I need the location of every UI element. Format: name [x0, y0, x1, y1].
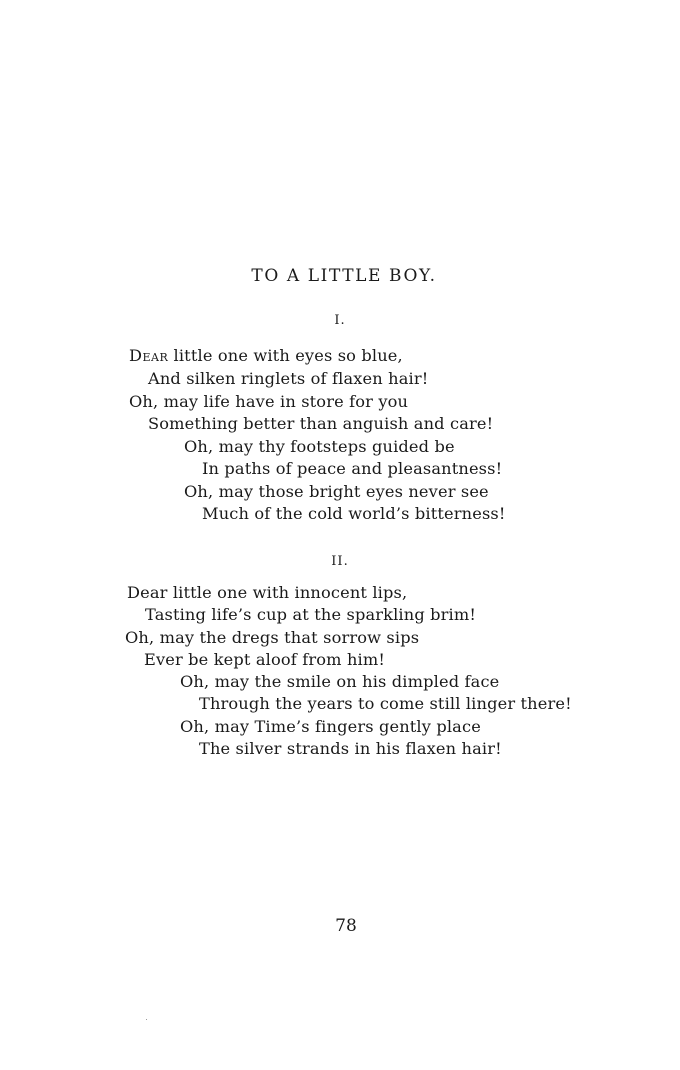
poem-title: TO A LITTLE BOY.	[251, 266, 437, 286]
stanza-1-line-4: Something better than anguish and care!	[148, 414, 494, 433]
stanza-2-line-7: Oh, may Time’s fingers gently place	[180, 717, 481, 736]
drop-word: Dear	[129, 346, 169, 365]
stanza-2-line-2: Tasting life’s cup at the sparkling brim!	[145, 605, 477, 624]
stanza-1-line-5: Oh, may thy footsteps guided be	[184, 437, 455, 456]
stanza-1-line-8: Much of the cold world’s bitterness!	[202, 504, 506, 523]
stanza-1-line-7: Oh, may those bright eyes never see	[184, 482, 489, 501]
stanza-1-line-3: Oh, may life have in store for you	[129, 392, 409, 411]
section-number-1: I.	[334, 313, 346, 328]
stanza-2-line-6: Through the years to come still linger there!	[199, 694, 572, 713]
stanza-1-line-6: In paths of peace and pleasantness!	[202, 459, 503, 478]
stanza-2-line-4: Ever be kept aloof from him!	[144, 650, 385, 669]
paper-speck	[146, 1019, 147, 1020]
stanza-1-line-1-text: little one with eyes so blue,	[168, 346, 403, 365]
page-number: 78	[335, 916, 357, 936]
stanza-2-line-5: Oh, may the smile on his dimpled face	[180, 672, 500, 691]
stanza-1-line-2: And silken ringlets of flaxen hair!	[148, 369, 429, 388]
stanza-2-line-1: Dear little one with innocent lips,	[127, 583, 408, 602]
stanza-2-line-3: Oh, may the dregs that sorrow sips	[125, 628, 420, 647]
stanza-1-line-1	[129, 344, 403, 367]
stanza-2-line-8: The silver strands in his flaxen hair!	[199, 739, 502, 758]
section-number-2: II.	[331, 554, 349, 569]
